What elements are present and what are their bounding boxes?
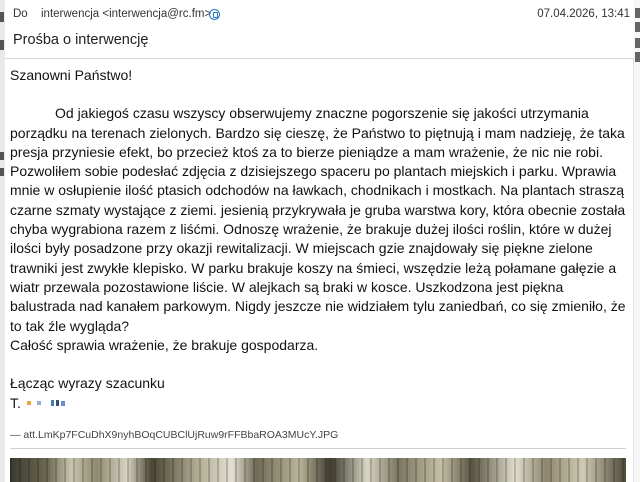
recipient-address[interactable]: interwencja <interwencja@rc.fm> [41,8,212,20]
message-header [5,0,634,59]
attachment-filename[interactable]: att.LmKp7FCuDhX9nyhBOqCUBClUjRuw9rFFBbaROA3MUcY.JPG [23,429,339,441]
regards-line: Łącząc wyrazy szacunku [10,375,165,392]
recipient-row [13,8,634,24]
message-paragraph: Od jakiegoś czasu wszyscy obserwujemy znaczne pogorszenie się jakości utrzymania porządku na terenach zielonych. Bardzo się cieszę, że Państwo to piętnują i mam nadzieję, że taka presja przyniesie efekt, bo przecież ktoś za to bierze pieniądze a mam wrażenie, że nic nie robi. Pozwoliłem sobie podesłać zdjęcia z dzisiejszego spaceru po plantach miejskich i parku. Wprawia mnie w osłupienie ilość ptasich odchodów na ławkach, chodnikach i mostkach. Na plantach straszą czarne szmaty wystające z ziemi. jesienią przykrywała je gruba warstwa kory, która obecnie została chyba wygrabiona razem z liśćmi. Odnoszę wrażenie, że brakuje dużej ilości roślin, które w dużej ilości były posadzone przy okazji rewitalizacji. W miejscach gzie znajdowały się piękne zielone trawniki jest zwykłe klepisko. W parku brakuje koszy na śmieci, wszędzie leżą połamane gałęzie a wiatr przewala pozostawione liście. W alejkach są braki w kosce. Uszkodzona jest piękna balustrada nad kanałem parkowym. Nigdy jeszcze nie widziałem tylu zaniedbań, co się zmieniło, że to tak źle wygląda? [10,105,626,334]
signature-redaction [27,400,67,406]
signature [10,393,626,413]
message-body [10,66,626,413]
attachment-divider [10,448,626,449]
signature-initial: T. [10,394,21,411]
message-subject: Prośba o interwencję [13,32,149,48]
to-label: Do [13,8,28,20]
attachment-photo[interactable] [10,458,626,482]
attachment-label[interactable] [10,429,338,441]
message-date: 07.04.2026, 13:41 [537,8,630,20]
background-window-edge [0,0,5,482]
attachment-prefix: — [10,429,21,441]
greeting: Szanowni Państwo! [10,67,133,83]
closing-line: Całość sprawia wrażenie, że brakuje gospodarza. [10,336,319,353]
contact-privacy-icon[interactable] [209,9,220,20]
background-window-edge-right [633,0,640,482]
